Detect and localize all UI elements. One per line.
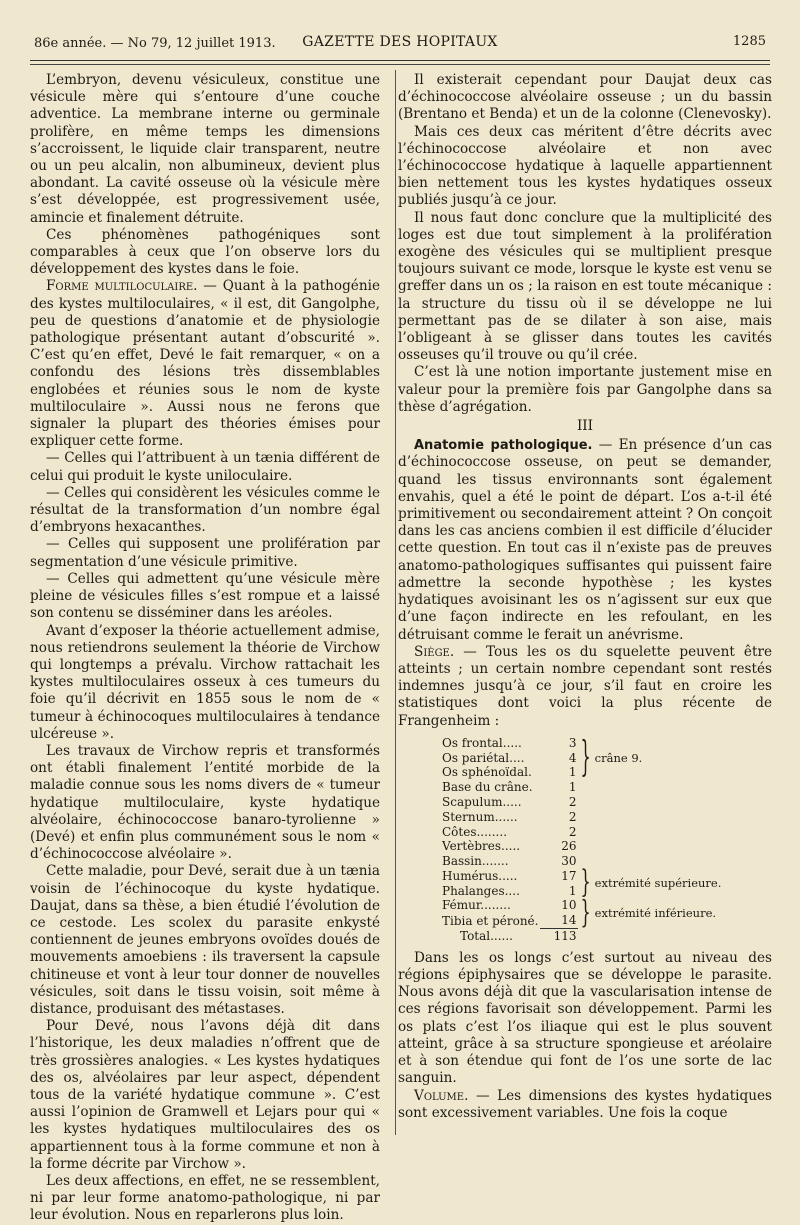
case-count: 4 [568, 750, 577, 765]
empty-cell [578, 854, 723, 869]
paragraph: Ces phénomènes pathogéniques sont comparables à ceux que l’on observe lors du développement des kystes dans le foie. [30, 226, 380, 278]
paragraph: — Celles qui l’attribuent à un tænia différent de celui qui produit le kyste uniloculaire. [30, 450, 380, 484]
total-label: Total...... [460, 928, 513, 943]
right-column [398, 72, 772, 1122]
page-number: 1285 [732, 34, 766, 49]
table-row [440, 869, 723, 884]
paragraph: Siège. — Tous les os du squelette peuvent être atteints ; un certain nombre cependant sont restés indemnes jusqu’à ce jour, s’il faut en croire les statistiques dont voici la plus récente de Frangenheim : [398, 643, 772, 729]
case-count: 1 [568, 883, 577, 898]
statistics-table [440, 730, 723, 944]
page-header [30, 32, 770, 56]
left-column [30, 72, 380, 1225]
bone-label: Côtes........ [442, 824, 508, 839]
case-count: 2 [568, 794, 577, 809]
bone-label: Sternum...... [442, 809, 518, 824]
bone-label: Tibia et péroné. [442, 913, 539, 928]
bone-label: Bassin....... [442, 854, 509, 869]
case-count: 1 [568, 780, 577, 795]
empty-cell [578, 780, 723, 795]
empty-cell [578, 810, 723, 825]
paragraph: Mais ces deux cas méritent d’être décrits avec l’échinococcose alvéolaire et non avec l’échinococcose hydatique à laquelle appartiennent bien nettement tous les kystes hydatiques osseux publiés jusqu’à ce jour. [398, 123, 772, 209]
column-divider [395, 70, 396, 1135]
subsection-heading: Volume. [414, 1087, 469, 1104]
bone-label: Scapulum..... [442, 794, 522, 809]
paragraph: Avant d’exposer la théorie actuellement admise, nous retiendrons seulement la théorie de Virchow qui longtemps a prévalu. Virchow rattachait les kystes multiloculaires osseux à ces tumeurs du foie qu’il décrivit en 1855 sous le nom de « tumeur à échinocoques multiloculaires à tendance ulcéreuse ». [30, 622, 380, 742]
case-count: 1 [568, 765, 577, 780]
table-row [440, 825, 723, 840]
paragraph: Les deux affections, en effet, ne se ressemblent, ni par leur forme anatomo-pathologique, ni par leur évolution. Nous en reparlerons plus loin. [30, 1173, 380, 1224]
bone-label: Fémur........ [442, 898, 511, 913]
case-count: 30 [561, 854, 577, 869]
case-count: 3 [568, 735, 577, 750]
case-count: 10 [561, 898, 577, 913]
section-number: III [576, 418, 594, 435]
case-count: 14 [561, 913, 577, 928]
group-note: extrémité supérieure. [594, 876, 722, 891]
empty-cell [578, 825, 723, 840]
paragraph: Anatomie pathologique. — En présence d’un cas d’échinococcose osseuse, on peut se demander, quand les tissus environnants sont également envahis, quel a été le point de départ. L’os a-t-il été primitivement ou secondairement atteint ? On conçoit dans les cas anciens combien il est difficile d’élucider cette question. En tout cas il n’existe pas de preuves anatomo-pathologiques suffisantes qui puissent faire admettre la seconde hypothèse ; les kystes hydatiques avoisinant les os n’agissent sur eux que d’une façon indirecte en les refoulant, en les détruisant comme le ferait un anévrisme. [398, 437, 772, 643]
case-count: 2 [568, 824, 577, 839]
paragraph: — Celles qui supposent une prolifération par segmentation d’une vésicule primitive. [30, 536, 380, 570]
bone-label: Phalanges.... [442, 883, 520, 898]
group-note: crâne 9. [594, 750, 643, 765]
paragraph: C’est là une notion importante justement mise en valeur pour la première fois par Gangolphe dans sa thèse d’agrégation. [398, 364, 772, 415]
table-row [440, 898, 723, 913]
brace-glyph: } [580, 730, 591, 781]
brace-glyph: } [580, 863, 591, 901]
empty-cell [578, 795, 723, 810]
total-value: 113 [540, 929, 578, 944]
bone-label: Humérus..... [442, 868, 518, 883]
table-row [440, 839, 723, 854]
paragraph: Cette maladie, pour Devé, serait due à un tænia voisin de l’échinocoque du kyste hydatique. Daujat, dans sa thèse, a bien étudié l’évolution de ce cestode. Les scolex du parasite enkysté contiennent de jeunes embryons ovoïdes doués de mouvements amoebiens : ils traversent la capsule chitineuse et vont à leur tour donner de nouvelles vésicules, soit dans le tissu voisin, soit même à distance, produisant des métastases. [30, 863, 380, 1017]
paragraph: Il existerait cependant pour Daujat deux cas d’échinococcose alvéolaire osseuse ; un du bassin (Brentano et Benda) et un de la colonne (Clenevosky). [398, 72, 772, 123]
subsection-heading: Forme multiloculaire. [46, 278, 198, 295]
case-count: 26 [561, 839, 577, 854]
paragraph: Pour Devé, nous l’avons déjà dit dans l’historique, les deux maladies n’offrent que de très grossières analogies. « Les kystes hydatiques des os, alvéolaires par leur aspect, dépendent tous de la variété hydatique commune ». C’est aussi l’opinion de Gramwell et Lejars pour qui « les kystes hydatiques multiloculaires des os appartiennent tous à la forme commune et non à la forme décrite par Virchow ». [30, 1018, 380, 1172]
bone-label: Os sphénoïdal. [442, 765, 532, 780]
journal-title: GAZETTE DES HOPITAUX [302, 34, 498, 50]
header-rule [30, 60, 770, 61]
paragraph: — Celles qui admettent qu’une vésicule mère pleine de vésicules filles s’est rompue et a laissé son contenu se disséminer dans les aréoles. [30, 570, 380, 622]
case-count: 17 [561, 868, 577, 883]
paragraph: L’embryon, devenu vésiculeux, constitue une vésicule mère qui s’entoure d’une couche adventice. La membrane interne ou germinale prolifère, en même temps les dimensions s’accroissent, le liquide clair transparent, neutre ou un peu alcalin, non albumineux, devient plus abondant. La cavité osseuse où la vésicule mère s’est développée, est progressivement usée, amincie et finalement détruite. [30, 72, 380, 226]
bone-label: Os frontal..... [442, 735, 522, 750]
table-row [440, 736, 723, 751]
bone-label: Vertèbres..... [442, 839, 521, 854]
paragraph: — Celles qui considèrent les vésicules comme le résultat de la transformation d’un nombre égal d’embryons hexacanthes. [30, 484, 380, 536]
paragraph: Il nous faut donc conclure que la multiplicité des loges est due tout simplement à la prolifération exogène des vésicules qui se multiplient presque toujours suivant ce mode, lorsque le kyste est venu se greffer dans un os ; la raison en est toute mécanique : la structure du tissu où il se développe ne lui permettant pas de se dilater à son aise, mais l’obligeant à se glisser dans toutes les cavités osseuses qu’il trouve ou qu’il crée. [398, 209, 772, 364]
group-note: extrémité inférieure. [594, 906, 717, 921]
paragraph: Dans les os longs c’est surtout au niveau des régions épiphysaires que se développe le parasite. Nous avons déjà dit que la vascularisation intense de ces régions favorisait son développement. Parmi les os plats c’est l’os iliaque qui est le plus souvent atteint, grâce à sa structure spongieuse et aréolaire et à son étendue qui font de l’os une sorte de lac sanguin. [398, 949, 772, 1087]
paragraph: Les travaux de Virchow repris et transformés ont établi finalement l’entité morbide de la maladie connue sous les noms divers de « tumeur hydatique multiloculaire, kyste hydatique alvéolaire, échinococcose banaro-tyrolienne » (Devé) et enfin plus communément sous le nom « d’échinococcose alvéolaire ». [30, 742, 380, 863]
bone-label: Os pariétal.... [442, 750, 525, 765]
paragraph: Volume. — Les dimensions des kystes hydatiques sont excessivement variables. Une fois la coque [398, 1087, 772, 1121]
paragraph: Forme multiloculaire. — Quant à la pathogénie des kystes multiloculaires, « il est, dit Gangolphe, peu de questions d’anatomie et de physiologie pathologique présentant autant d’obscurité ». C’est qu’en effet, Devé le fait remarquer, « on a confondu des lésions très dissemblables englobées et réunies sous le nom de kyste multiloculaire ». Aussi nous ne ferons que signaler la plupart des théories émises pour expliquer cette forme. [30, 278, 380, 450]
case-count: 2 [568, 809, 577, 824]
header-rule-thin [30, 64, 770, 65]
issue-info: 86e année. — No 79, 12 juillet 1913. [34, 36, 276, 51]
section-heading: Anatomie pathologique. [414, 438, 593, 454]
subsection-heading: Siège. [414, 643, 455, 660]
bone-label: Base du crâne. [442, 780, 533, 795]
brace-glyph: } [580, 893, 591, 930]
empty-cell [578, 839, 723, 854]
